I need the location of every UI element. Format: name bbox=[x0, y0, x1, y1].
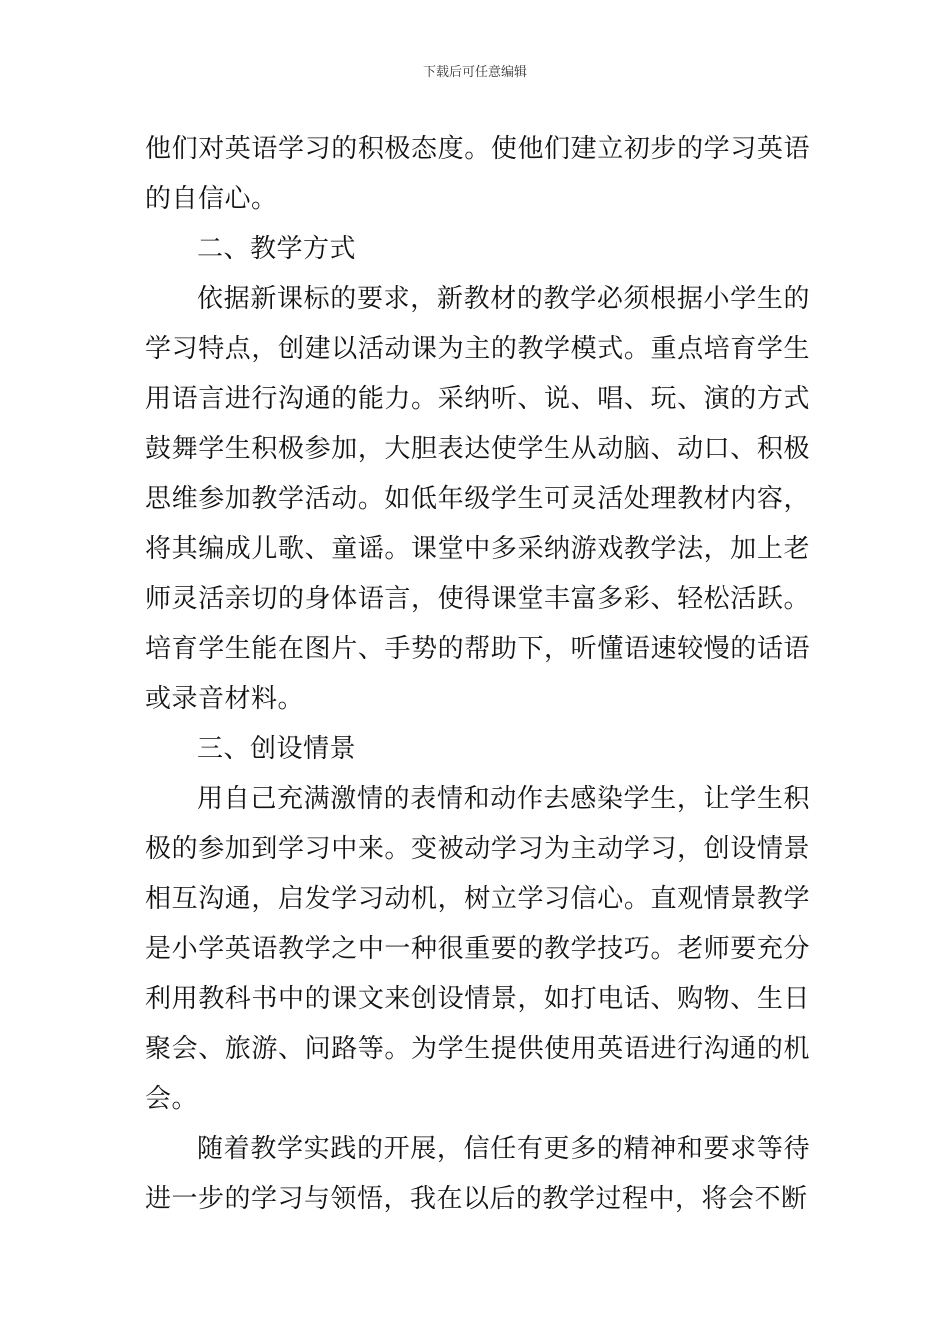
paragraph-intro-continuation: 他们对英语学习的积极态度。使他们建立初步的学习英语的自信心。 bbox=[145, 134, 810, 214]
paragraph-closing: 随着教学实践的开展，信任有更多的精神和要求等待进一步的学习与领悟，我在以后的教学过程中，将会不断 bbox=[145, 1134, 810, 1214]
document-body bbox=[145, 124, 810, 1224]
paragraph-create-scenario: 用自己充满激情的表情和动作去感染学生，让学生积极的参加到学习中来。变被动学习为主动学习，创设情景相互沟通，启发学习动机，树立学习信心。直观情景教学是小学英语教学之中一种很重要的教学技巧。老师要充分利用教科书中的课文来创设情景，如打电话、购物、生日聚会、旅游、问路等。为学生提供使用英语进行沟通的机会。 bbox=[145, 784, 810, 1114]
paragraph-teaching-method: 依据新课标的要求，新教材的教学必须根据小学生的学习特点，创建以活动课为主的教学模式。重点培育学生用语言进行沟通的能力。采纳听、说、唱、玩、演的方式鼓舞学生积极参加，大胆表达使学生从动脑、动口、积极思维参加教学活动。如低年级学生可灵活处理教材内容，将其编成儿歌、童谣。课堂中多采纳游戏教学法，加上老师灵活亲切的身体语言，使得课堂丰富多彩、轻松活跃。培育学生能在图片、手势的帮助下，听懂语速较慢的话语或录音材料。 bbox=[145, 284, 810, 714]
section-heading-teaching-method: 二、教学方式 bbox=[197, 234, 357, 264]
page-header: 下载后可任意编辑 bbox=[422, 65, 527, 80]
section-heading-create-scenario: 三、创设情景 bbox=[197, 734, 357, 764]
